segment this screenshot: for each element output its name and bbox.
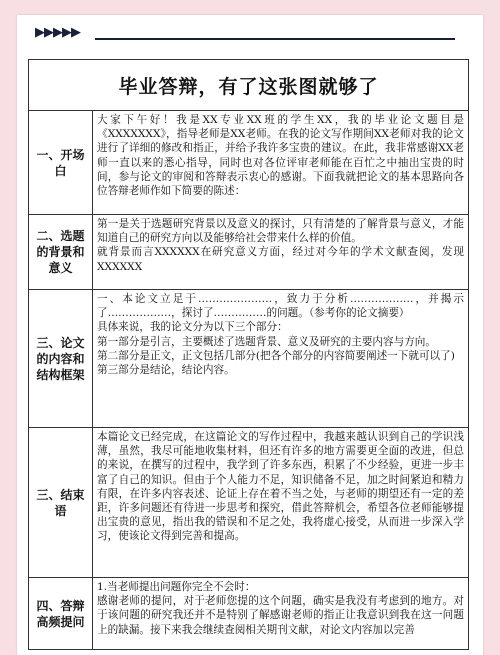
arrow-decoration-icon: ▶▶▶▶▶ [35, 25, 80, 40]
paragraph: 大家下午好！我是XX专业XX班的学生XX，我的毕业论文题目是《XXXXXXX》，指导老师是XX老师。在我的论文写作期间XX老师对我的论文进行了详细的修改和指正，并给予我许多宝贵的建议。在此，我非常感谢XX老师一直以来的悉心指导，同时也对各位评审老师能在百忙之中抽出宝贵的时间，参与论文的审阅和答辩表示衷心的感谢。下面我就把论文的基本思路向各位答辩老师作如下简要的陈述： [97, 114, 465, 198]
section-content [93, 290, 469, 428]
section-row-closing [29, 428, 469, 578]
section-content [93, 111, 469, 215]
section-label: 三、论文的内容和结构框架 [29, 290, 93, 428]
paragraph: 感谢老师的提问，对于老师您提的这个问题，确实是我没有考虑到的地方。对于该问题的研究我还并不是特别了解感谢老师的指正让我意识到我在这一问题上的缺漏。接下来我会继续查阅相关期刊文献，对论文内容加以完善 [97, 595, 465, 636]
banner-line [95, 38, 455, 40]
paragraph: 第一部分是引言，主要概述了选题背景、意义及研究的主要内容与方向。 [97, 335, 436, 348]
section-label: 二、选题的背景和意义 [29, 215, 93, 290]
paragraph: 第三部分是结论，结论内容。 [97, 364, 235, 377]
section-row-opening [29, 111, 469, 215]
page-title: 毕业答辩，有了这张图就够了 [29, 60, 469, 111]
defense-table [28, 59, 469, 650]
section-label: 一、开场白 [29, 111, 93, 215]
paragraph: 本篇论文已经完成，在这篇论文的写作过程中，我越来越认识到自己的学识浅薄，虽然，我尽可能地收集材料，但还有许多的地方需要更全面的改进，但总的来说，在撰写的过程中，我学到了许多东西，积累了不少经验，更进一步丰富了自己的知识。但由于个人能力不足，知识储备不足，加之时间紧迫和精力有限，在许多内容表述、论证上存在着不当之处，与老师的期望还有一定的差距，许多问题还有待进一步思考和探究，借此答辩机会，希望各位老师能够提出宝贵的意见，指出我的错误和不足之处，我将虚心接受，从而进一步深入学习，使该论文得到完善和提高。 [97, 431, 465, 543]
section-content [93, 215, 469, 290]
section-row-background [29, 215, 469, 290]
title-row [29, 60, 469, 111]
document-sheet [17, 15, 483, 655]
section-content [93, 428, 469, 578]
paragraph: 一、本论文立足于…………………，致力于分析………………，并揭示了………………，探讨了……………的问题。（参考你的论文摘要） [97, 293, 465, 320]
section-row-structure [29, 290, 469, 428]
paragraph: 具体来说，我的论文分为以下三个部分： [97, 321, 288, 334]
paragraph: 1.当老师提出问题你完全不会时： [97, 581, 256, 593]
top-banner [17, 15, 483, 55]
section-label: 三、结束语 [29, 428, 93, 578]
section-label: 四、答辩高频提问 [29, 578, 93, 650]
section-content [93, 578, 469, 650]
section-row-questions [29, 578, 469, 650]
paragraph: 就背景而言XXXXXX在研究意义方面，经过对今年的学术文献查阅，发现XXXXXX [97, 246, 465, 273]
paragraph: 第一是关于选题研究背景以及意义的探讨，只有清楚的了解背景与意义，才能知道自己的研究方向以及能够给社会带来什么样的价值。 [97, 218, 465, 245]
paragraph: 第二部分是正文，正文包括几部分(把各个部分的内容简要阐述一下就可以了) [97, 349, 455, 362]
